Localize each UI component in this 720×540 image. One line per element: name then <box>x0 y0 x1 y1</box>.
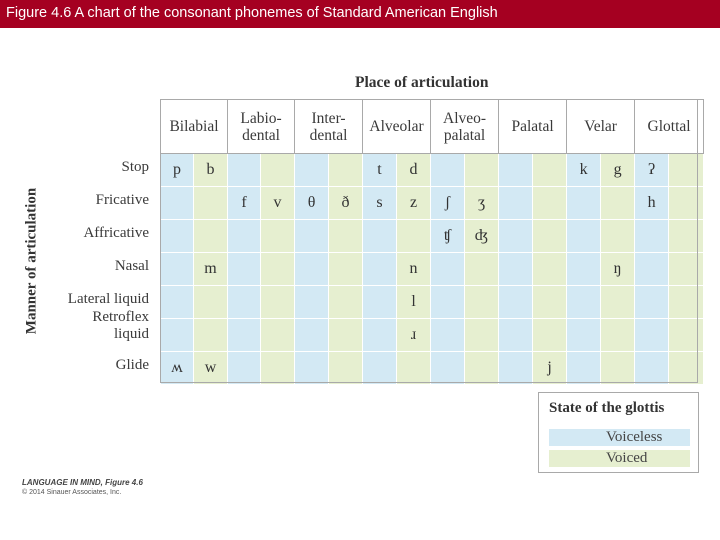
phoneme-symbol: b <box>194 154 228 187</box>
voiceless-cell <box>295 286 329 319</box>
phoneme-symbol: ʃ <box>431 187 465 220</box>
voiced-cell <box>465 253 499 286</box>
voiced-cell <box>533 154 567 187</box>
voiced-cell <box>669 286 704 319</box>
place-header <box>228 100 295 154</box>
phoneme-symbol: ŋ <box>601 253 635 286</box>
voiced-cell <box>194 220 228 253</box>
voiceless-cell <box>228 352 261 385</box>
manner-label-line: Stop <box>121 159 149 175</box>
voiceless-cell <box>161 319 194 352</box>
voiceless-cell <box>567 220 601 253</box>
place-header-row <box>161 100 704 154</box>
phoneme-symbol: ʍ <box>161 352 194 385</box>
voiced-cell <box>261 154 295 187</box>
voiced-cell <box>465 319 499 352</box>
place-label: Velar <box>584 118 617 135</box>
voiced-cell <box>329 319 363 352</box>
phoneme-symbol: t <box>363 154 397 187</box>
voiced-cell <box>465 352 499 385</box>
voiceless-cell <box>295 154 329 187</box>
voiced-cell <box>533 286 567 319</box>
figure-title: Figure 4.6 A chart of the consonant phonemes of Standard American English <box>6 5 498 21</box>
place-label: Alveolar <box>369 118 424 135</box>
phoneme-symbol: s <box>363 187 397 220</box>
legend-label-voiceless: Voiceless <box>606 429 663 445</box>
voiceless-cell <box>161 220 194 253</box>
voiceless-cell <box>567 319 601 352</box>
phoneme-symbol: n <box>397 253 431 286</box>
voiced-cell <box>261 319 295 352</box>
place-label: Palatal <box>511 118 554 135</box>
phoneme-symbol: ð <box>329 187 363 220</box>
voiced-cell <box>601 352 635 385</box>
phoneme-symbol: ʤ <box>465 220 499 253</box>
voiceless-cell <box>499 352 533 385</box>
phoneme-symbol: z <box>397 187 431 220</box>
voiceless-cell <box>161 286 194 319</box>
manner-row <box>161 154 704 187</box>
phoneme-symbol: ɹ <box>397 319 431 352</box>
place-label: dental <box>309 126 348 144</box>
voiced-cell <box>261 253 295 286</box>
phoneme-symbol: d <box>397 154 431 187</box>
voiceless-cell <box>295 319 329 352</box>
manner-label <box>121 160 149 174</box>
voiced-cell <box>533 319 567 352</box>
phoneme-symbol: ʒ <box>465 187 499 220</box>
voiced-cell <box>194 286 228 319</box>
voiced-cell <box>669 319 704 352</box>
place-header <box>567 100 635 154</box>
voiced-cell <box>261 286 295 319</box>
manner-row <box>161 352 704 385</box>
place-header <box>363 100 431 154</box>
manner-label-line: liquid <box>113 326 149 342</box>
voiced-cell <box>194 319 228 352</box>
voiced-cell <box>329 286 363 319</box>
voiced-cell <box>601 319 635 352</box>
manner-label <box>115 259 149 273</box>
voiceless-cell <box>499 319 533 352</box>
voiceless-cell <box>635 253 669 286</box>
place-label: Alveo- <box>443 109 487 127</box>
legend-title: State of the glottis <box>549 400 665 416</box>
glottis-legend <box>538 392 699 473</box>
voiceless-cell <box>567 352 601 385</box>
voiceless-cell <box>228 319 261 352</box>
voiced-cell <box>533 253 567 286</box>
voiced-cell <box>261 352 295 385</box>
voiceless-cell <box>635 286 669 319</box>
voiceless-cell <box>295 253 329 286</box>
phoneme-symbol: l <box>397 286 431 319</box>
voiced-cell <box>329 220 363 253</box>
voiceless-cell <box>567 286 601 319</box>
voiced-cell <box>329 352 363 385</box>
voiceless-cell <box>431 286 465 319</box>
place-label: palatal <box>443 126 486 144</box>
place-header <box>295 100 363 154</box>
voiceless-cell <box>499 187 533 220</box>
manner-label <box>68 292 149 306</box>
legend-item-voiceless <box>549 429 690 446</box>
phoneme-symbol: θ <box>295 187 329 220</box>
figure-title-bar <box>0 0 720 28</box>
voiceless-cell <box>431 253 465 286</box>
voiced-cell <box>669 352 704 385</box>
manner-label <box>83 226 149 240</box>
voiced-cell <box>465 286 499 319</box>
manner-row <box>161 187 704 220</box>
phoneme-symbol: g <box>601 154 635 187</box>
place-label: Labio- <box>240 109 282 127</box>
place-header <box>635 100 704 154</box>
place-header <box>499 100 567 154</box>
voiceless-cell <box>363 352 397 385</box>
voiceless-cell <box>499 154 533 187</box>
voiceless-cell <box>161 187 194 220</box>
manner-label-line: Affricative <box>83 225 149 241</box>
phoneme-symbol: f <box>228 187 261 220</box>
manner-label-line: Fricative <box>95 192 149 208</box>
phoneme-symbol: p <box>161 154 194 187</box>
voiced-cell <box>397 220 431 253</box>
voiceless-cell <box>161 253 194 286</box>
credit-copyright: © 2014 Sinauer Associates, Inc. <box>22 489 122 496</box>
credit-book: LANGUAGE IN MIND, Figure 4.6 <box>22 478 143 487</box>
phoneme-symbol: h <box>635 187 669 220</box>
voiced-cell <box>601 286 635 319</box>
manner-label-line: Nasal <box>114 258 149 274</box>
place-label: dental <box>242 126 280 144</box>
voiced-cell <box>329 253 363 286</box>
voiced-cell <box>669 154 704 187</box>
voiceless-cell <box>635 319 669 352</box>
voiced-cell <box>261 220 295 253</box>
voiceless-cell <box>363 319 397 352</box>
voiceless-cell <box>431 352 465 385</box>
voiceless-cell <box>228 253 261 286</box>
phoneme-symbol: ʔ <box>635 154 669 187</box>
voiceless-cell <box>363 253 397 286</box>
manner-of-articulation-title: Manner of articulation <box>23 187 40 335</box>
phoneme-symbol: j <box>533 352 567 385</box>
place-label: Bilabial <box>169 118 219 135</box>
place-label: Inter- <box>311 109 346 127</box>
voiced-cell <box>669 187 704 220</box>
voiceless-cell <box>295 352 329 385</box>
voiced-cell <box>329 154 363 187</box>
voiceless-cell <box>228 154 261 187</box>
manner-row <box>161 253 704 286</box>
voiceless-cell <box>499 253 533 286</box>
voiced-cell <box>533 187 567 220</box>
voiceless-cell <box>499 220 533 253</box>
voiceless-cell <box>499 286 533 319</box>
manner-label <box>116 358 149 372</box>
phoneme-symbol: k <box>567 154 601 187</box>
voiceless-cell <box>363 286 397 319</box>
manner-row <box>161 220 704 253</box>
manner-label-line: Retroflex <box>92 309 149 325</box>
voiced-cell <box>669 220 704 253</box>
manner-row <box>161 319 704 352</box>
voiceless-cell <box>295 220 329 253</box>
voiced-cell <box>194 187 228 220</box>
manner-label <box>96 193 149 207</box>
voiceless-cell <box>567 253 601 286</box>
voiced-cell <box>601 220 635 253</box>
voiceless-cell <box>431 319 465 352</box>
phoneme-symbol: m <box>194 253 228 286</box>
voiced-cell <box>397 352 431 385</box>
legend-label-voiced: Voiced <box>606 450 648 466</box>
voiceless-cell <box>567 187 601 220</box>
phoneme-symbol: w <box>194 352 228 385</box>
voiceless-cell <box>635 220 669 253</box>
consonant-chart <box>160 99 704 385</box>
voiceless-cell <box>635 352 669 385</box>
manner-label-line: Lateral liquid <box>67 291 149 307</box>
voiceless-cell <box>228 286 261 319</box>
manner-row <box>161 286 704 319</box>
voiced-cell <box>669 253 704 286</box>
phoneme-symbol: v <box>261 187 295 220</box>
voiced-cell <box>465 154 499 187</box>
voiced-cell <box>533 220 567 253</box>
voiceless-cell <box>431 154 465 187</box>
voiced-cell <box>601 187 635 220</box>
manner-label <box>92 310 149 341</box>
voiceless-cell <box>363 220 397 253</box>
phoneme-symbol: ʧ <box>431 220 465 253</box>
place-label: Glottal <box>647 118 691 135</box>
voiceless-cell <box>228 220 261 253</box>
manner-label-line: Glide <box>115 357 149 373</box>
place-header <box>161 100 228 154</box>
legend-item-voiced <box>549 450 690 467</box>
place-of-articulation-title: Place of articulation <box>355 74 489 91</box>
place-header <box>431 100 499 154</box>
